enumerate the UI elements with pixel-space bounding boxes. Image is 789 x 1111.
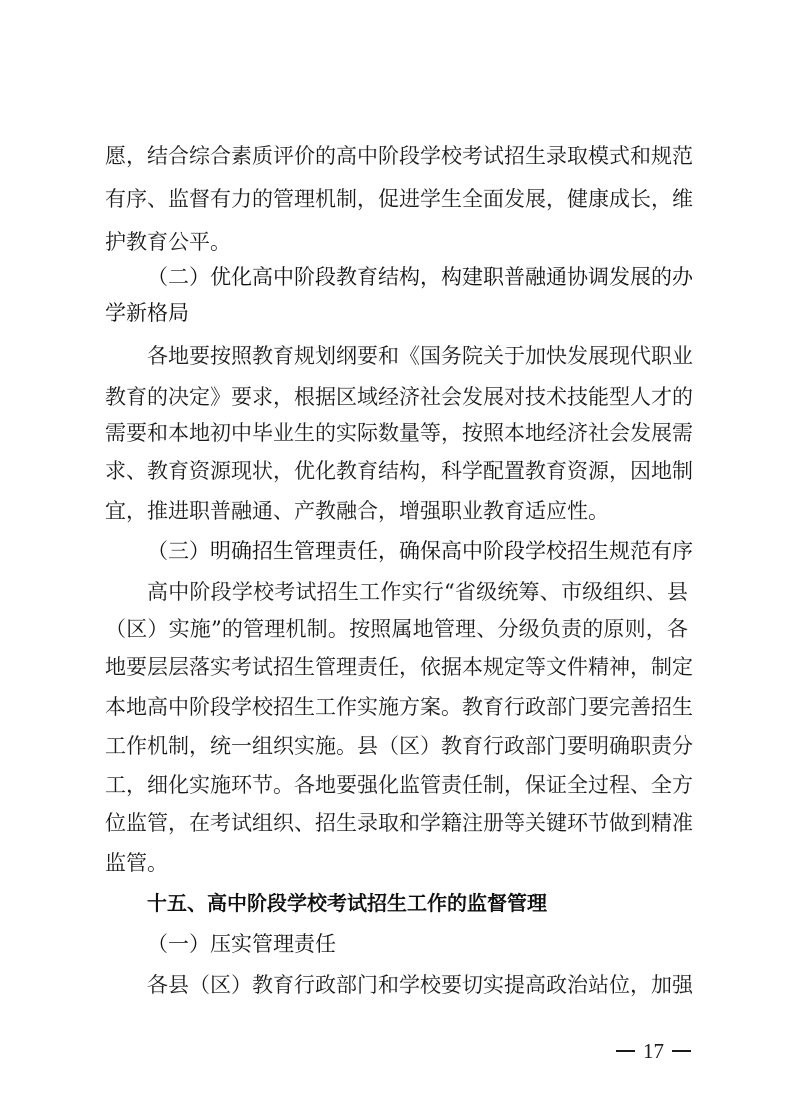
dash-icon: [672, 1050, 691, 1052]
paragraph-line: 教育的决定》要求，根据区域经济社会发展对技术技能型人才的: [105, 385, 693, 409]
paragraph-line: 监管。: [105, 851, 168, 875]
paragraph-line: 位监管，在考试组织、招生录取和学籍注册等关键环节做到精准: [105, 811, 693, 835]
paragraph-line: 愿，结合综合素质评价的高中阶段学校考试招生录取模式和规范: [105, 144, 693, 168]
paragraph-line: 高中阶段学校考试招生工作实行“省级统筹、市级组织、县: [147, 580, 688, 604]
paragraph-line: 各地要按照教育规划纲要和《国务院关于加快发展现代职业: [147, 344, 693, 368]
section-heading-2: （二）优化高中阶段教育结构，构建职普融通协调发展的办: [147, 265, 693, 289]
paragraph-line: 地要层层落实考试招生管理责任，依据本规定等文件精神，制定: [105, 655, 693, 679]
section-heading-1: 十五、高中阶段学校考试招生工作的监督管理: [147, 891, 547, 915]
paragraph-line: 本地高中阶段学校招生工作实施方案。教育行政部门要完善招生: [105, 695, 693, 719]
page-number: 17: [643, 1038, 664, 1063]
paragraph-line: 宜，推进职普融通、产教融合，增强职业教育适应性。: [105, 499, 609, 523]
section-heading-1-sub: （一）压实管理责任: [147, 932, 336, 956]
section-heading-2-cont: 学新格局: [105, 301, 189, 325]
paragraph-line: 护教育公平。: [105, 230, 231, 254]
dash-icon: [616, 1050, 635, 1052]
paragraph-line: 求、教育资源现状，优化教育结构，科学配置教育资源，因地制: [105, 459, 693, 483]
paragraph-line: 有序、监督有力的管理机制，促进学生全面发展，健康成长，维: [105, 187, 693, 211]
paragraph-line: 工作机制，统一组织实施。县（区）教育行政部门要明确职责分: [105, 734, 693, 758]
paragraph-line: 需要和本地初中毕业生的实际数量等，按照本地经济社会发展需: [105, 421, 693, 445]
paragraph-line: 各县（区）教育行政部门和学校要切实提高政治站位，加强: [147, 973, 693, 997]
section-heading-3: （三）明确招生管理责任，确保高中阶段学校招生规范有序: [147, 539, 693, 563]
page-footer: [616, 1036, 696, 1066]
paragraph-line: 工，细化实施环节。各地要强化监管责任制，保证全过程、全方: [105, 773, 693, 797]
paragraph-line: （区）实施”的管理机制。按照属地管理、分级负责的原则，各: [105, 617, 688, 641]
